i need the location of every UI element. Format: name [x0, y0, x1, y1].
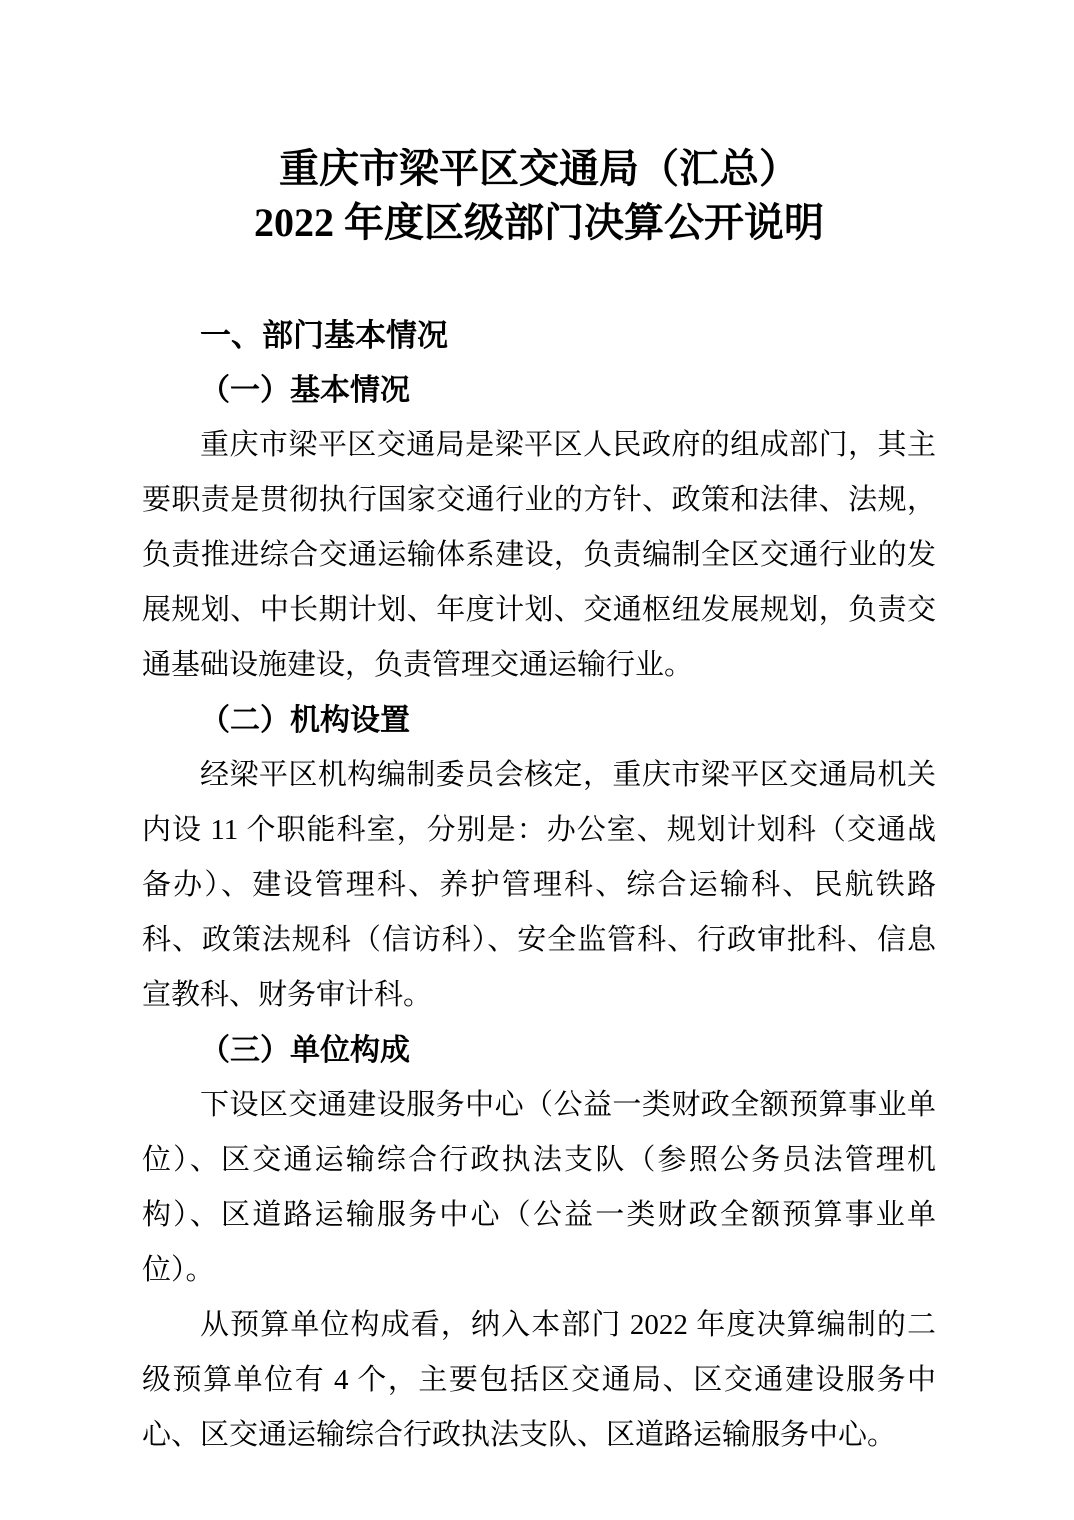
- subsection-heading-basic-info: （一）基本情况: [200, 374, 410, 407]
- subsection-heading-unit-composition: （三）单位构成: [200, 1034, 410, 1067]
- subsection-heading-org-structure: （二）机构设置: [200, 704, 410, 737]
- paragraph-basic-info: 重庆市梁平区交通局是梁平区人民政府的组成部门，其主要职责是贯彻执行国家交通行业的方针、政策和法律、法规，负责推进综合交通运输体系建设，负责编制全区交通行业的发展规划、中长期计划、年度计划、交通枢纽发展规划，负责交通基础设施建设，负责管理交通运输行业。: [142, 429, 936, 681]
- document-title-line-2: 2022 年度区级部门决算公开说明: [254, 200, 824, 245]
- document-title: [142, 142, 936, 250]
- paragraph-org-structure: 经梁平区机构编制委员会核定，重庆市梁平区交通局机关内设 11 个职能科室，分别是：办公室、规划计划科（交通战备办）、建设管理科、养护管理科、综合运输科、民航铁路科、政策法规科（信访科）、安全监管科、行政审批科、信息宣教科、财务审计科。: [142, 759, 936, 1011]
- paragraph-budget-units: 从预算单位构成看，纳入本部门 2022 年度决算编制的二级预算单位有 4 个，主要包括区交通局、区交通建设服务中心、区交通运输综合行政执法支队、区道路运输服务中心。: [142, 1309, 936, 1451]
- paragraph-unit-composition: 下设区交通建设服务中心（公益一类财政全额预算事业单位）、区交通运输综合行政执法支队（参照公务员法管理机构）、区道路运输服务中心（公益一类财政全额预算事业单位）。: [142, 1089, 936, 1286]
- document-title-line-1: 重庆市梁平区交通局（汇总）: [279, 146, 799, 191]
- section-heading-department-overview: 一、部门基本情况: [200, 318, 448, 353]
